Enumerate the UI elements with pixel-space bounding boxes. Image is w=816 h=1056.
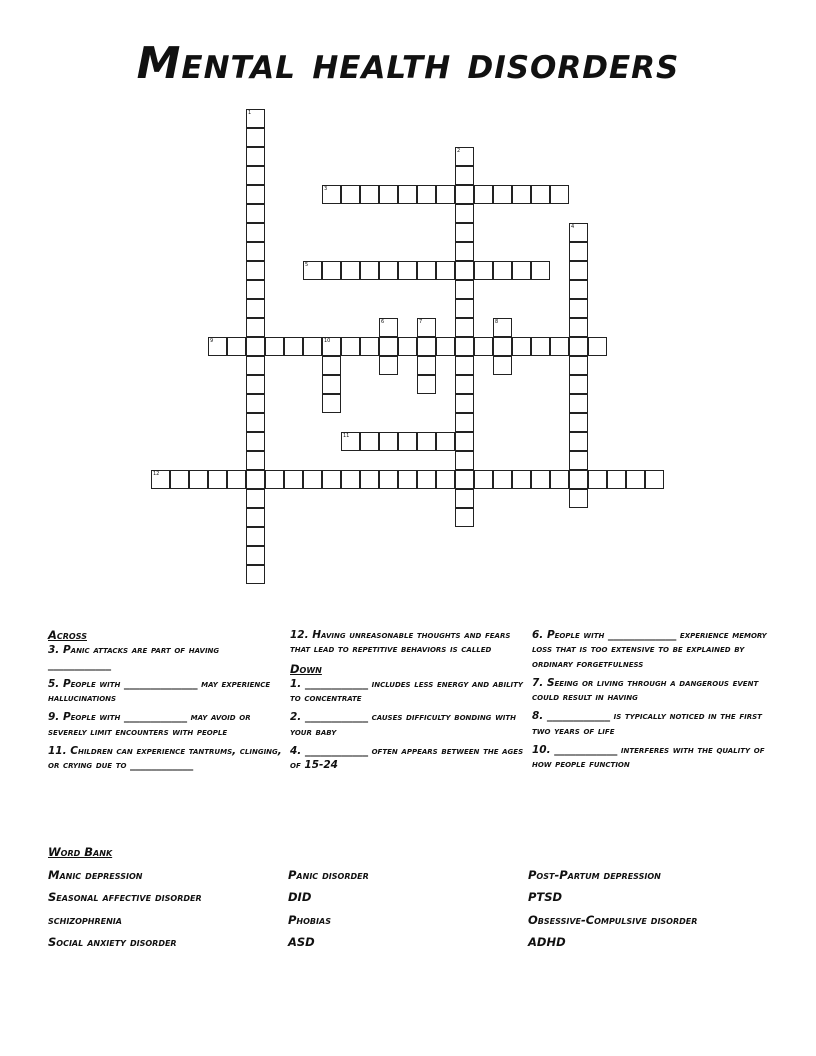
grid-cell[interactable] (493, 185, 512, 204)
grid-cell[interactable] (417, 375, 436, 394)
grid-cell[interactable] (474, 185, 493, 204)
grid-cell[interactable] (550, 337, 569, 356)
grid-cell[interactable] (398, 185, 417, 204)
down-clue-6: 6. People with _____________ experience memory loss that is too extensive to be explained by ordinary forgetfulness (532, 629, 767, 670)
word-bank-item: schizophrenia (48, 913, 122, 927)
grid-cell[interactable] (246, 451, 265, 470)
grid-cell[interactable] (436, 261, 455, 280)
grid-cell[interactable] (455, 337, 474, 356)
grid-cell[interactable] (588, 470, 607, 489)
grid-cell[interactable] (379, 185, 398, 204)
grid-cell[interactable] (246, 147, 265, 166)
grid-cell[interactable] (417, 261, 436, 280)
grid-cell[interactable] (341, 337, 360, 356)
grid-cell[interactable] (531, 470, 550, 489)
grid-cell[interactable] (455, 318, 474, 337)
down-clue-10: 10. ____________ interferes with the quality of how people function (532, 744, 765, 771)
grid-cell[interactable] (455, 280, 474, 299)
across-clues-column-1 (48, 628, 283, 778)
grid-cell[interactable] (569, 375, 588, 394)
clue-number: 12 (153, 471, 160, 477)
grid-cell[interactable] (284, 337, 303, 356)
grid-cell[interactable] (246, 280, 265, 299)
grid-cell[interactable] (303, 470, 322, 489)
grid-cell[interactable] (512, 261, 531, 280)
grid-cell[interactable] (455, 356, 474, 375)
clue-number: 6 (381, 319, 385, 325)
word-bank-item: Phobias (288, 913, 331, 927)
clue-number: 5 (305, 262, 309, 268)
word-bank-heading: Word Bank (48, 845, 113, 859)
grid-cell[interactable] (246, 223, 265, 242)
grid-cell[interactable] (284, 470, 303, 489)
word-bank-item: Post-Partum depression (528, 868, 661, 882)
grid-cell[interactable] (455, 394, 474, 413)
grid-cell[interactable] (645, 470, 664, 489)
grid-cell[interactable] (455, 375, 474, 394)
grid-cell[interactable] (246, 109, 265, 128)
grid-cell[interactable] (474, 261, 493, 280)
clue-number: 4 (571, 224, 575, 230)
grid-cell[interactable] (569, 261, 588, 280)
grid-cell[interactable] (417, 432, 436, 451)
clue-number: 1 (248, 110, 252, 116)
grid-cell[interactable] (303, 261, 322, 280)
grid-cell[interactable] (246, 489, 265, 508)
word-bank-item: Obsessive-Compulsive disorder (528, 913, 698, 927)
across-clue-9: 9. People with ____________ may avoid or severely limit encounters with people (48, 711, 251, 738)
grid-cell[interactable] (246, 185, 265, 204)
grid-cell[interactable] (436, 432, 455, 451)
grid-cell[interactable] (246, 394, 265, 413)
clue-number: 11 (343, 433, 350, 439)
grid-cell[interactable] (208, 470, 227, 489)
grid-cell[interactable] (246, 128, 265, 147)
across-clue-3: 3. Panic attacks are part of having ____________ (48, 644, 220, 671)
grid-cell[interactable] (455, 261, 474, 280)
grid-cell[interactable] (379, 356, 398, 375)
word-bank-item: Social anxiety disorder (48, 935, 177, 949)
grid-cell[interactable] (246, 470, 265, 489)
grid-cell[interactable] (246, 565, 265, 584)
grid-cell[interactable] (417, 356, 436, 375)
clues-column-2 (290, 628, 525, 778)
clue-number: 2 (457, 148, 461, 154)
grid-cell[interactable] (246, 356, 265, 375)
grid-cell[interactable] (322, 185, 341, 204)
grid-cell[interactable] (512, 185, 531, 204)
down-clue-7: 7. Seeing or living through a dangerous event could result in having (532, 676, 759, 704)
grid-cell[interactable] (322, 261, 341, 280)
grid-cell[interactable] (512, 470, 531, 489)
grid-cell[interactable] (455, 432, 474, 451)
grid-cell[interactable] (455, 451, 474, 470)
grid-cell[interactable] (455, 147, 474, 166)
grid-cell[interactable] (531, 185, 550, 204)
word-bank-item: Manic depression (48, 868, 143, 882)
grid-cell[interactable] (379, 470, 398, 489)
down-clues-column-3 (532, 628, 767, 777)
clue-number: 3 (324, 186, 328, 192)
grid-cell[interactable] (569, 318, 588, 337)
grid-cell[interactable] (246, 413, 265, 432)
grid-cell[interactable] (246, 204, 265, 223)
grid-cell[interactable] (322, 470, 341, 489)
grid-cell[interactable] (569, 299, 588, 318)
grid-cell[interactable] (341, 185, 360, 204)
clue-number: 7 (419, 319, 423, 325)
grid-cell[interactable] (360, 185, 379, 204)
grid-cell[interactable] (322, 337, 341, 356)
grid-cell[interactable] (417, 337, 436, 356)
grid-cell[interactable] (246, 375, 265, 394)
grid-cell[interactable] (303, 337, 322, 356)
grid-cell[interactable] (550, 470, 569, 489)
grid-cell[interactable] (246, 242, 265, 261)
grid-cell[interactable] (246, 261, 265, 280)
grid-cell[interactable] (322, 394, 341, 413)
grid-cell[interactable] (322, 356, 341, 375)
grid-cell[interactable] (569, 470, 588, 489)
across-clue-12: 12. Having unreasonable thoughts and fears that lead to repetitive behaviors is called (290, 629, 511, 656)
down-heading: Down (290, 661, 322, 676)
grid-cell[interactable] (246, 527, 265, 546)
grid-cell[interactable] (493, 318, 512, 337)
grid-cell[interactable] (417, 470, 436, 489)
word-bank-item: PTSD (528, 890, 563, 904)
grid-cell[interactable] (493, 470, 512, 489)
word-bank-item: ADHD (528, 935, 566, 949)
grid-cell[interactable] (170, 470, 189, 489)
grid-cell[interactable] (455, 489, 474, 508)
grid-cell[interactable] (360, 337, 379, 356)
grid-cell[interactable] (569, 451, 588, 470)
grid-cell[interactable] (246, 508, 265, 527)
grid-cell[interactable] (455, 508, 474, 527)
grid-cell[interactable] (569, 432, 588, 451)
grid-cell[interactable] (246, 546, 265, 565)
grid-cell[interactable] (417, 318, 436, 337)
clue-number: 8 (495, 319, 499, 325)
grid-cell[interactable] (493, 261, 512, 280)
grid-cell[interactable] (474, 337, 493, 356)
grid-cell[interactable] (398, 261, 417, 280)
grid-cell[interactable] (569, 280, 588, 299)
grid-cell[interactable] (569, 337, 588, 356)
grid-cell[interactable] (151, 470, 170, 489)
grid-cell[interactable] (360, 470, 379, 489)
grid-cell[interactable] (227, 470, 246, 489)
grid-cell[interactable] (550, 185, 569, 204)
grid-cell[interactable] (455, 204, 474, 223)
grid-cell[interactable] (398, 337, 417, 356)
grid-cell[interactable] (512, 337, 531, 356)
clue-number: 9 (210, 338, 214, 344)
grid-cell[interactable] (246, 166, 265, 185)
grid-cell[interactable] (531, 261, 550, 280)
grid-cell[interactable] (360, 432, 379, 451)
word-bank-item: DID (288, 890, 312, 904)
grid-cell[interactable] (455, 166, 474, 185)
grid-cell[interactable] (436, 337, 455, 356)
grid-cell[interactable] (455, 413, 474, 432)
grid-cell[interactable] (398, 432, 417, 451)
grid-cell[interactable] (417, 185, 436, 204)
grid-cell[interactable] (341, 470, 360, 489)
grid-cell[interactable] (379, 337, 398, 356)
grid-cell[interactable] (246, 318, 265, 337)
grid-cell[interactable] (246, 299, 265, 318)
grid-cell[interactable] (588, 337, 607, 356)
grid-cell[interactable] (455, 185, 474, 204)
grid-cell[interactable] (379, 261, 398, 280)
word-bank-item: Seasonal affective disorder (48, 890, 202, 904)
grid-cell[interactable] (246, 432, 265, 451)
down-clue-1: 1. ____________ includes less energy and ability to concentrate (290, 677, 523, 705)
word-bank-item: ASD (288, 935, 315, 949)
grid-cell[interactable] (341, 432, 360, 451)
grid-cell[interactable] (569, 223, 588, 242)
grid-cell[interactable] (455, 299, 474, 318)
grid-cell[interactable] (246, 337, 265, 356)
down-clue-8: 8. ____________ is typically noticed in the first two years of life (532, 710, 762, 737)
grid-cell[interactable] (341, 261, 360, 280)
grid-cell[interactable] (455, 242, 474, 261)
across-clue-11: 11. Children can experience tantrums, clinging, or crying due to ____________ (48, 745, 282, 772)
grid-cell[interactable] (493, 356, 512, 375)
grid-cell[interactable] (398, 470, 417, 489)
grid-cell[interactable] (265, 470, 284, 489)
across-clue-5: 5. People with ______________ may experience hallucinations (48, 677, 271, 705)
grid-cell[interactable] (569, 394, 588, 413)
worksheet-title: Mental health disorders (136, 38, 680, 89)
grid-cell[interactable] (493, 337, 512, 356)
grid-cell[interactable] (569, 489, 588, 508)
down-clue-2: 2. ____________ causes difficulty bonding with your baby (290, 711, 517, 738)
grid-cell[interactable] (569, 356, 588, 375)
grid-cell[interactable] (379, 318, 398, 337)
grid-cell[interactable] (436, 470, 455, 489)
down-clue-4: 4. ____________ often appears between the ages of 15-24 (290, 745, 524, 772)
grid-cell[interactable] (208, 337, 227, 356)
grid-cell[interactable] (227, 337, 246, 356)
grid-cell[interactable] (360, 261, 379, 280)
clue-number: 10 (324, 338, 331, 344)
grid-cell[interactable] (626, 470, 645, 489)
grid-cell[interactable] (189, 470, 208, 489)
grid-cell[interactable] (531, 337, 550, 356)
grid-cell[interactable] (569, 413, 588, 432)
grid-cell[interactable] (607, 470, 626, 489)
grid-cell[interactable] (265, 337, 284, 356)
grid-cell[interactable] (322, 375, 341, 394)
grid-cell[interactable] (474, 470, 493, 489)
grid-cell[interactable] (455, 223, 474, 242)
grid-cell[interactable] (436, 185, 455, 204)
grid-cell[interactable] (379, 432, 398, 451)
word-bank-item: Panic disorder (288, 868, 369, 882)
grid-cell[interactable] (569, 242, 588, 261)
across-heading: Across (48, 628, 87, 642)
grid-cell[interactable] (455, 470, 474, 489)
